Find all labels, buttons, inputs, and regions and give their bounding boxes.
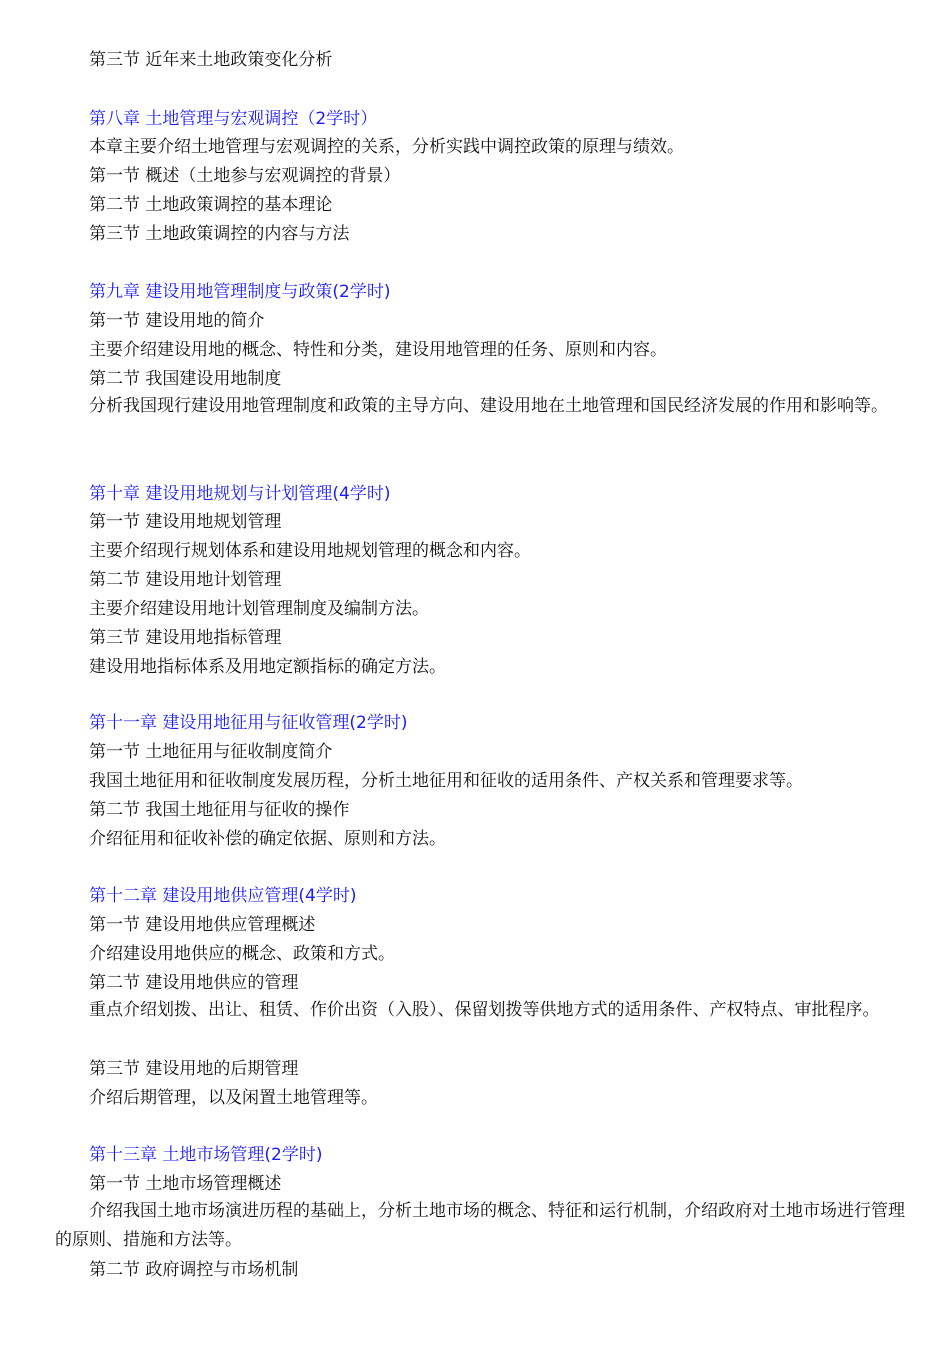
paragraph: 主要介绍现行规划体系和建设用地规划管理的概念和内容。 — [89, 541, 531, 561]
intro-line: 第三节 近年来土地政策变化分析 — [89, 50, 333, 70]
chapter-heading: 第十二章 建设用地供应管理(4学时) — [89, 886, 357, 906]
paragraph: 本章主要介绍土地管理与宏观调控的关系，分析实践中调控政策的原理与绩效。 — [89, 137, 684, 157]
section-heading: 第二节 政府调控与市场机制 — [89, 1260, 299, 1280]
section-heading: 第一节 建设用地规划管理 — [89, 512, 282, 532]
section-heading: 第一节 建设用地的简介 — [89, 311, 265, 331]
paragraph: 介绍后期管理，以及闲置土地管理等。 — [89, 1088, 378, 1108]
section-heading: 第二节 建设用地供应的管理 — [89, 973, 299, 993]
section-heading: 第一节 土地征用与征收制度简介 — [89, 742, 333, 762]
chapter-heading: 第十三章 土地市场管理(2学时) — [89, 1145, 323, 1165]
paragraph: 我国土地征用和征收制度发展历程，分析土地征用和征收的适用条件、产权关系和管理要求等。 — [89, 771, 803, 791]
paragraph: 分析我国现行建设用地管理制度和政策的主导方向、建设用地在土地管理和国民经济发展的作用和影响等。 — [89, 396, 888, 416]
section-heading: 第一节 建设用地供应管理概述 — [89, 915, 316, 935]
paragraph: 主要介绍建设用地计划管理制度及编制方法。 — [89, 599, 429, 619]
paragraph: 介绍我国土地市场演进历程的基础上，分析土地市场的概念、特征和运行机制，介绍政府对土地市场进行管理的原则、措施和方法等。 — [55, 1201, 905, 1250]
paragraph: 主要介绍建设用地的概念、特性和分类，建设用地管理的任务、原则和内容。 — [89, 340, 667, 360]
section-heading: 第一节 概述（土地参与宏观调控的背景） — [89, 166, 401, 186]
chapter-heading: 第九章 建设用地管理制度与政策(2学时) — [89, 282, 391, 302]
section-heading: 第二节 建设用地计划管理 — [89, 570, 282, 590]
section-heading: 第三节 土地政策调控的内容与方法 — [89, 224, 350, 244]
section-heading: 第二节 土地政策调控的基本理论 — [89, 195, 333, 215]
paragraph: 重点介绍划拨、出让、租赁、作价出资（入股）、保留划拨等供地方式的适用条件、产权特点、审批程序。 — [89, 1000, 880, 1020]
chapter-heading: 第十章 建设用地规划与计划管理(4学时) — [89, 484, 391, 504]
chapter-heading: 第八章 土地管理与宏观调控（2学时） — [89, 109, 378, 129]
paragraph: 介绍征用和征收补偿的确定依据、原则和方法。 — [89, 829, 446, 849]
section-heading: 第三节 建设用地指标管理 — [89, 628, 282, 648]
paragraph: 介绍建设用地供应的概念、政策和方式。 — [89, 944, 395, 964]
section-heading: 第一节 土地市场管理概述 — [89, 1174, 282, 1194]
chapter-heading: 第十一章 建设用地征用与征收管理(2学时) — [89, 713, 408, 733]
section-heading: 第二节 我国土地征用与征收的操作 — [89, 800, 350, 820]
paragraph: 建设用地指标体系及用地定额指标的确定方法。 — [89, 657, 446, 677]
section-heading: 第三节 建设用地的后期管理 — [89, 1059, 299, 1079]
section-heading: 第二节 我国建设用地制度 — [89, 369, 282, 389]
